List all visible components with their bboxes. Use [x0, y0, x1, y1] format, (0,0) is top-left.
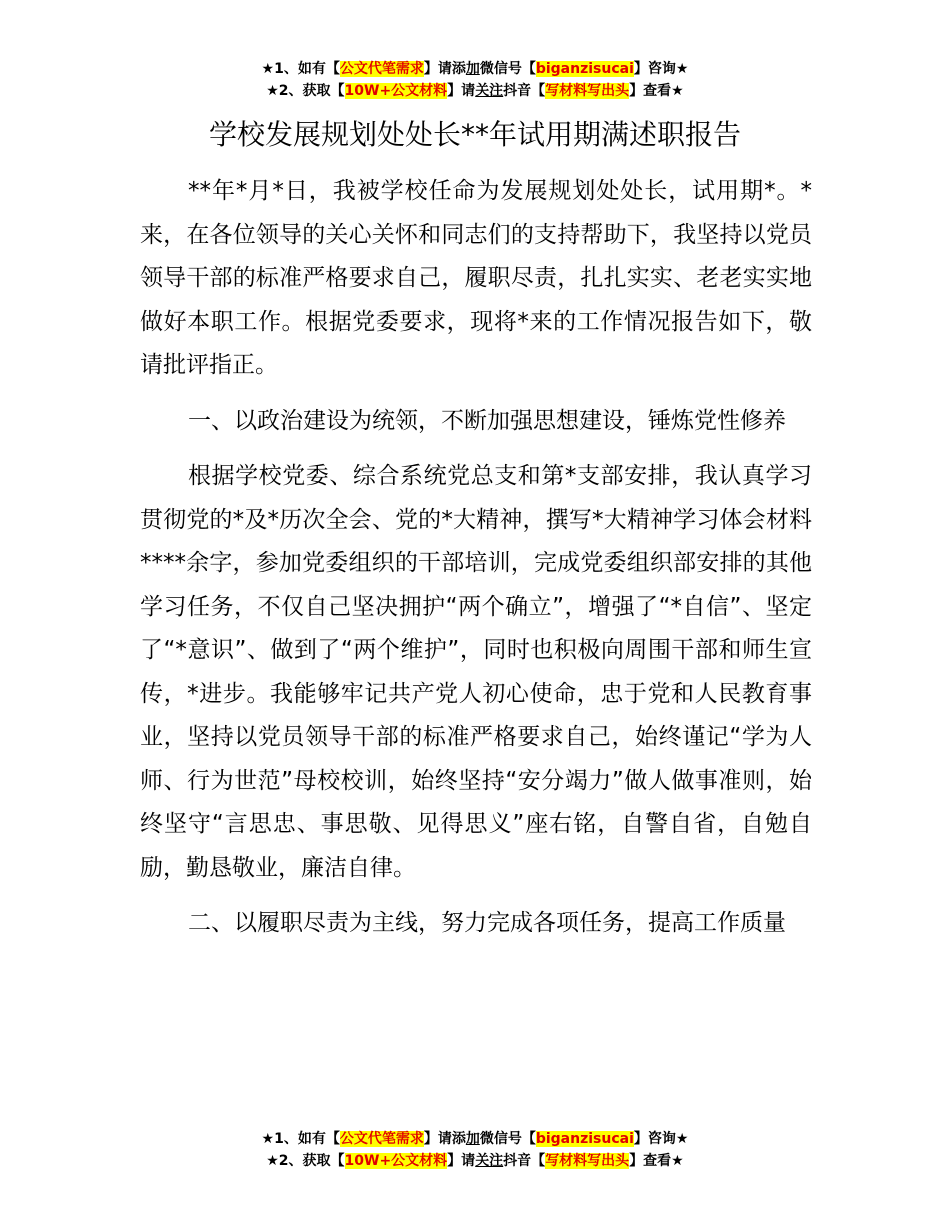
banner-text: ★2、获取【 — [266, 83, 345, 99]
banner-line-1 — [0, 58, 950, 80]
section-heading-1: 一、以政治建设为统领，不断加强思想建设，锤炼党性修养 — [188, 407, 786, 434]
banner-highlight: biganzisucai — [535, 1131, 634, 1147]
banner-text: 】查看★ — [629, 1153, 684, 1169]
header-banner — [0, 58, 950, 102]
footer-banner — [0, 1128, 950, 1172]
paragraph-section-1: 根据学校党委、综合系统党总支和第*支部安排，我认真学习贯彻党的*及*历次全会、党的*大精神，撰写*大精神学习体会材料****余字，参加党委组织的干部培训，完成党委组织部安排的其他学习任务，不仅自己坚决拥护“两个确立”，增强了“*自信”、坚定了“*意识”、做到了“两个维护”，同时也积极向周围干部和师生宣传，*进步。我能够牢记共产党人初心使命，忠于党和人民教育事业，坚持以党员领导干部的标准严格要求自己，始终谨记“学为人师、行为世范”母校校训，始终坚持“安分竭力”做人做事准则，始终坚守“言思忠、事思敬、见得思义”座右铭，自警自省，自勉自励，勤恳敬业，廉洁自律。 — [140, 463, 812, 881]
banner-text: ★1、如有【 — [261, 61, 340, 77]
banner-text: ★2、获取【 — [266, 1153, 345, 1169]
banner-text: 】查看★ — [629, 83, 684, 99]
section-heading-2: 二、以履职尽责为主线，努力完成各项任务，提高工作质量 — [188, 910, 786, 936]
banner-text: 】请添 — [423, 61, 466, 77]
banner-underline: 关注 — [475, 83, 504, 99]
banner-text: 】请 — [447, 83, 476, 99]
document-title: 学校发展规划处处长**年试用期满述职报告 — [208, 118, 741, 151]
banner-text: ★1、如有【 — [261, 1131, 340, 1147]
banner-underline: 加 — [465, 61, 480, 77]
paragraph-intro: **年*月*日，我被学校任命为发展规划处处长，试用期*。*来，在各位领导的关心关怀和同志们的支持帮助下，我坚持以党员领导干部的标准严格要求自己，履职尽责，扎扎实实、老老实实地做好本职工作。根据党委要求，现将*来的工作情况报告如下，敬请批评指正。 — [140, 178, 812, 378]
banner-text: 微信号【 — [479, 1131, 536, 1147]
banner-text: 】请 — [447, 1153, 476, 1169]
banner-highlight: 写材料写出头 — [545, 83, 630, 99]
banner-highlight: 10W+公文材料 — [344, 1153, 448, 1169]
banner-underline: 加 — [465, 1131, 480, 1147]
banner-text: 抖音【 — [503, 1153, 546, 1169]
document-body — [140, 170, 812, 946]
banner-highlight: 10W+公文材料 — [344, 83, 448, 99]
banner-highlight: 公文代笔需求 — [339, 1131, 424, 1147]
banner-underline: 关注 — [475, 1153, 504, 1169]
banner-text: 微信号【 — [479, 61, 536, 77]
banner-line-2 — [0, 1150, 950, 1172]
banner-line-2 — [0, 80, 950, 102]
banner-highlight: biganzisucai — [535, 61, 634, 77]
banner-line-1 — [0, 1128, 950, 1150]
banner-text: 抖音【 — [503, 83, 546, 99]
banner-highlight: 写材料写出头 — [545, 1153, 630, 1169]
banner-text: 】咨询★ — [633, 1131, 689, 1147]
banner-text: 】咨询★ — [633, 61, 689, 77]
banner-text: 】请添 — [423, 1131, 466, 1147]
banner-highlight: 公文代笔需求 — [339, 61, 424, 77]
